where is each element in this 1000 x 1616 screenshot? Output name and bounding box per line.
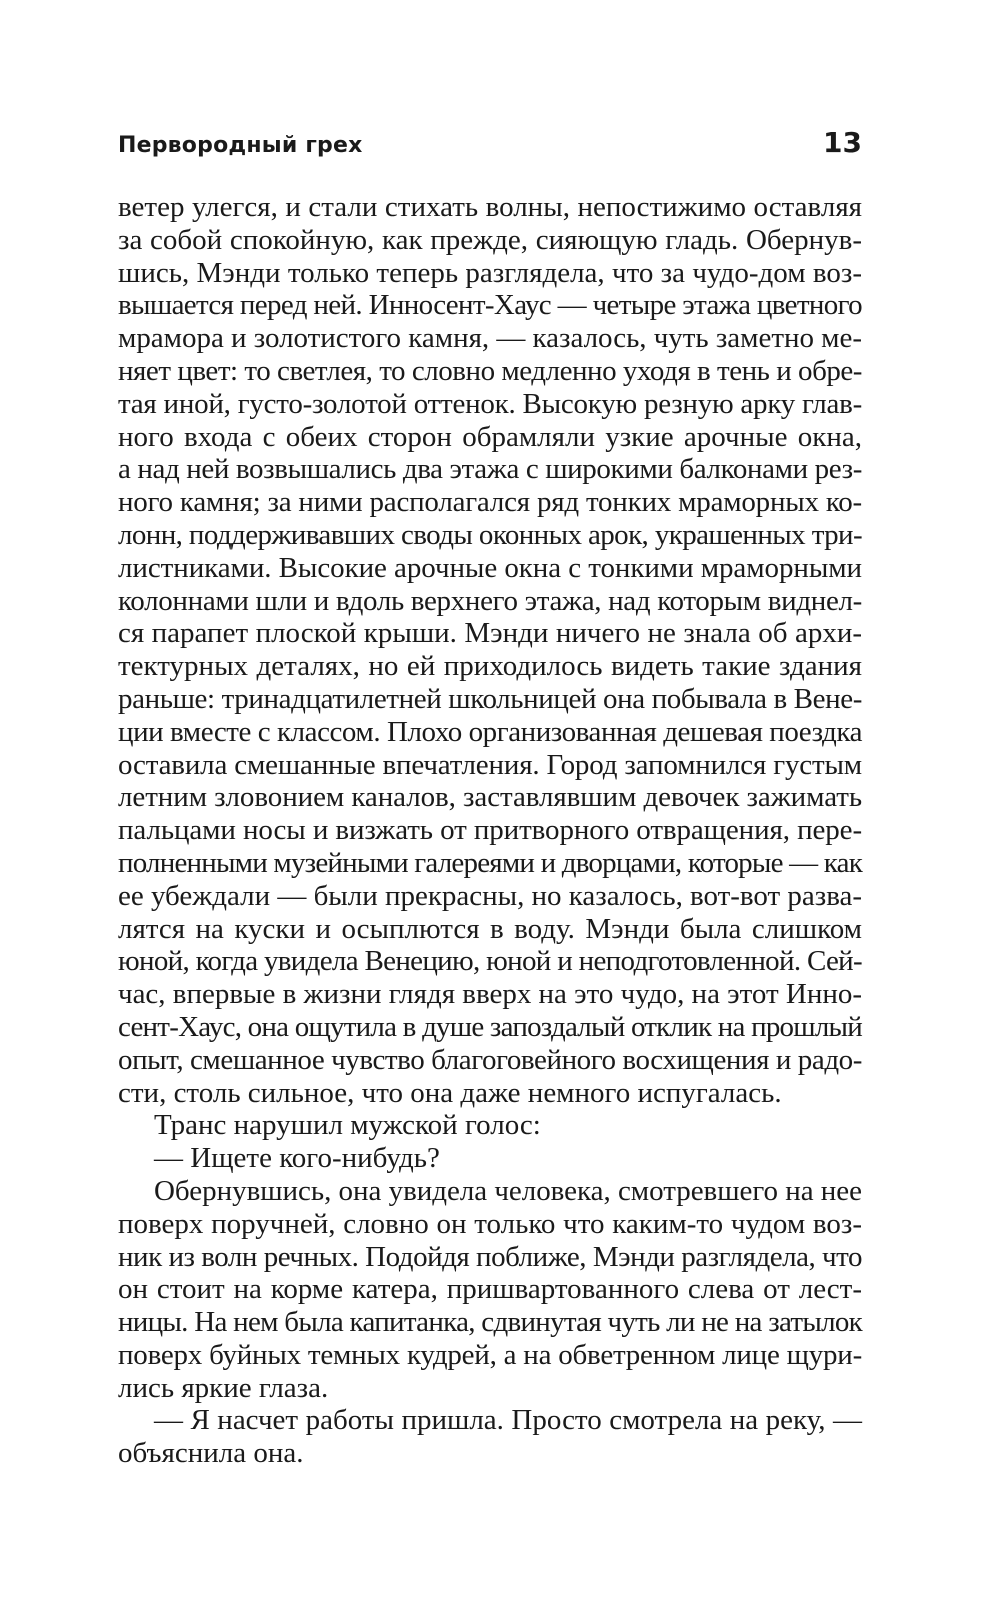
- paragraph: [118, 1142, 862, 1175]
- text-line: ее убеждали — были прекрасны, но казалось, вот-вот разва-: [118, 879, 862, 912]
- text-line: полненными музейными галереями и дворцами, которые — как: [118, 846, 863, 879]
- paragraph: [118, 1175, 862, 1405]
- text-line: колоннами шли и вдоль верхнего этажа, над которым виднел-: [118, 584, 862, 617]
- text-line: ся парапет плоской крыши. Мэнди ничего не знала об архи-: [118, 617, 862, 650]
- text-line: опыт, смешанное чувство благоговейного восхищения и радо-: [118, 1043, 862, 1076]
- text-line: ции вместе с классом. Плохо организованная дешевая поездка: [118, 715, 862, 748]
- paragraph: [118, 1404, 862, 1470]
- text-line: ветер улегся, и стали стихать волны, непостижимо оставляя: [118, 191, 862, 223]
- text-line: час, впервые в жизни глядя вверх на это чудо, на этот Инно-: [118, 978, 862, 1011]
- text-line: он стоит на корме катера, пришвартованного слева от лест-: [118, 1273, 862, 1306]
- text-line: шись, Мэнди только теперь разглядела, что за чудо-дом воз-: [118, 256, 862, 289]
- text-line: вышается перед ней. Инносент-Хаус — четыре этажа цветного: [118, 289, 862, 322]
- text-line: оставила смешанные впечатления. Город запомнился густым: [118, 748, 862, 781]
- text-line: Обернувшись, она увидела человека, смотревшего на нее: [154, 1174, 862, 1207]
- text-line: объяснила она.: [118, 1437, 304, 1470]
- text-line: а над ней возвышались два этажа с широкими балконами рез-: [118, 453, 862, 486]
- book-title: Первородный грех: [118, 133, 363, 158]
- text-line: ницы. На нем была капитанка, сдвинутая чуть ли не на затылок: [118, 1306, 862, 1339]
- text-line: юной, когда увидела Венецию, юной и неподготовленной. Сей-: [118, 945, 862, 978]
- text-line: ник из волн речных. Подойдя поближе, Мэнди разглядела, что: [118, 1240, 863, 1273]
- text-line: — Ищете кого-нибудь?: [154, 1142, 440, 1175]
- paragraph: [118, 1109, 862, 1142]
- text-line: летним зловонием каналов, заставлявшим девочек зажимать: [118, 781, 862, 814]
- text-line: мрамора и золотистого камня, — казалось, чуть заметно ме-: [118, 322, 862, 355]
- text-line: ного входа с обеих сторон обрамляли узкие арочные окна,: [118, 420, 862, 453]
- text-line: лонн, поддерживавших своды оконных арок, украшенных три-: [118, 518, 862, 551]
- body-text: [118, 191, 862, 1470]
- text-line: лятся на куски и осыплются в воду. Мэнди была слишком: [118, 912, 862, 945]
- text-line: листниками. Высокие арочные окна с тонкими мраморными: [118, 551, 862, 584]
- paragraph: [118, 191, 862, 1109]
- text-line: ного камня; за ними располагался ряд тонких мраморных ко-: [118, 486, 862, 519]
- text-line: — Я насчет работы пришла. Просто смотрела на реку, —: [154, 1404, 862, 1437]
- text-line: пальцами носы и визжать от притворного отвращения, пере-: [118, 814, 862, 847]
- text-line: поверх поручней, словно он только что каким-то чудом воз-: [118, 1207, 862, 1240]
- text-line: сент-Хаус, она ощутила в душе запоздалый отклик на прошлый: [118, 1010, 862, 1043]
- text-line: лись яркие глаза.: [118, 1371, 329, 1404]
- text-line: няет цвет: то светлея, то словно медленно уходя в тень и обре-: [118, 354, 862, 387]
- text-line: Транс нарушил мужской голос:: [154, 1109, 541, 1142]
- text-line: тая иной, густо-золотой оттенок. Высокую резную арку глав-: [118, 387, 862, 420]
- text-line: за собой спокойную, как прежде, сияющую гладь. Обернув-: [118, 223, 862, 256]
- text-line: поверх буйных темных кудрей, а на обветренном лице щури-: [118, 1338, 862, 1371]
- running-head: [118, 126, 862, 166]
- text-line: тектурных деталях, но ей приходилось видеть такие здания: [118, 650, 862, 683]
- text-line: раньше: тринадцатилетней школьницей она побывала в Вене-: [118, 682, 862, 715]
- text-line: сти, столь сильное, что она даже немного испугалась.: [118, 1076, 782, 1109]
- page-number: 13: [823, 126, 862, 159]
